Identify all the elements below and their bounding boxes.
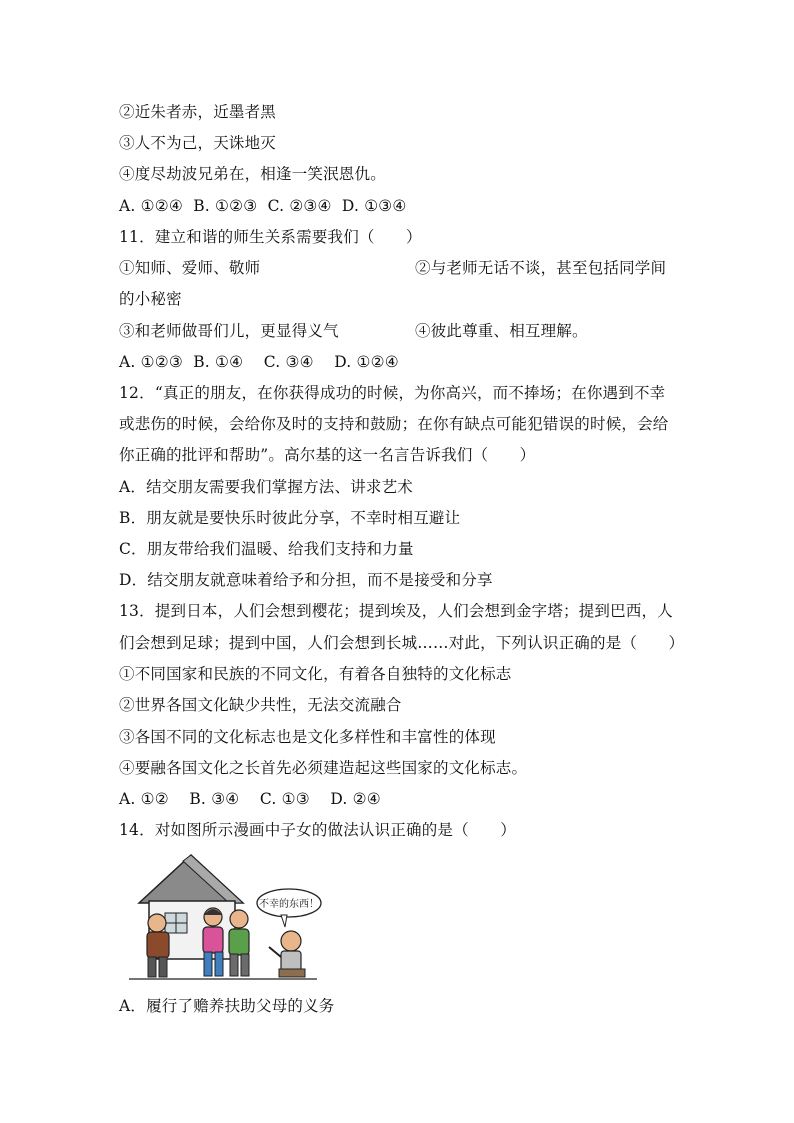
q12-stem-line3: 你正确的批评和帮助”。高尔基的这一名言告诉我们（ ） bbox=[119, 446, 536, 464]
q12-option-a: A．结交朋友需要我们掌握方法、讲求艺术 bbox=[119, 478, 413, 496]
q13-option-3: ③各国不同的文化标志也是文化多样性和丰富性的体现 bbox=[119, 728, 496, 746]
q13-stem-line1: 13．提到日本，人们会想到樱花；提到埃及，人们会想到金字塔；提到巴西，人 bbox=[119, 602, 673, 620]
q13-option-2: ②世界各国文化缺少共性，无法交流融合 bbox=[119, 696, 402, 714]
q13-choices: A. ①② B. ③④ C. ①③ D. ②④ bbox=[119, 790, 381, 808]
q11-option-2: ②与老师无话不谈，甚至包括同学间 bbox=[415, 259, 667, 277]
q13-option-4: ④要融各国文化之长首先必须建造起这些国家的文化标志。 bbox=[119, 759, 528, 777]
q10-option-2: ②近朱者赤，近墨者黑 bbox=[119, 103, 277, 121]
q12-stem-line1: 12．“真正的朋友，在你获得成功的时候，为你高兴，而不捧场；在你遇到不幸 bbox=[119, 384, 666, 402]
q13-option-1: ①不同国家和民族的不同文化，有着各自独特的文化标志 bbox=[119, 665, 512, 683]
speech-bubble-text: 不幸的东西！ bbox=[259, 899, 319, 910]
q11-stem: 11．建立和谐的师生关系需要我们（ ） bbox=[119, 228, 422, 246]
q14-option-a: A．履行了赡养扶助父母的义务 bbox=[119, 997, 335, 1015]
q11-option-4: ④彼此尊重、相互理解。 bbox=[415, 322, 588, 340]
q14-stem: 14．对如图所示漫画中子女的做法认识正确的是（ ） bbox=[119, 821, 516, 839]
q10-option-3: ③人不为己，天诛地灭 bbox=[119, 134, 277, 152]
q11-choices: A. ①②③ B. ①④ C. ③④ D. ①②④ bbox=[119, 353, 399, 371]
cartoon-illustration bbox=[121, 845, 325, 987]
q12-option-c: C．朋友带给我们温暖、给我们支持和力量 bbox=[119, 540, 414, 558]
q12-stem-line2: 或悲伤的时候，会给你及时的支持和鼓励；在你有缺点可能犯错误的时候，会给 bbox=[119, 415, 669, 433]
q12-option-b: B．朋友就是要快乐时彼此分享，不幸时相互避让 bbox=[119, 509, 461, 527]
q10-choices: A. ①②④ B. ①②③ C. ②③④ D. ①③④ bbox=[119, 197, 407, 215]
q11-option-2-cont: 的小秘密 bbox=[119, 290, 182, 308]
q12-option-d: D．结交朋友就意味着给予和分担，而不是接受和分享 bbox=[119, 571, 493, 589]
q13-stem-line2: 们会想到足球；提到中国，人们会想到长城……对此，下列认识正确的是（ ） bbox=[119, 634, 685, 652]
q11-option-3: ③和老师做哥们儿，更显得义气 bbox=[119, 322, 339, 340]
q10-option-4: ④度尽劫波兄弟在，相逢一笑泯恩仇。 bbox=[119, 165, 386, 183]
q11-option-1: ①知师、爱师、敬师 bbox=[119, 259, 261, 277]
